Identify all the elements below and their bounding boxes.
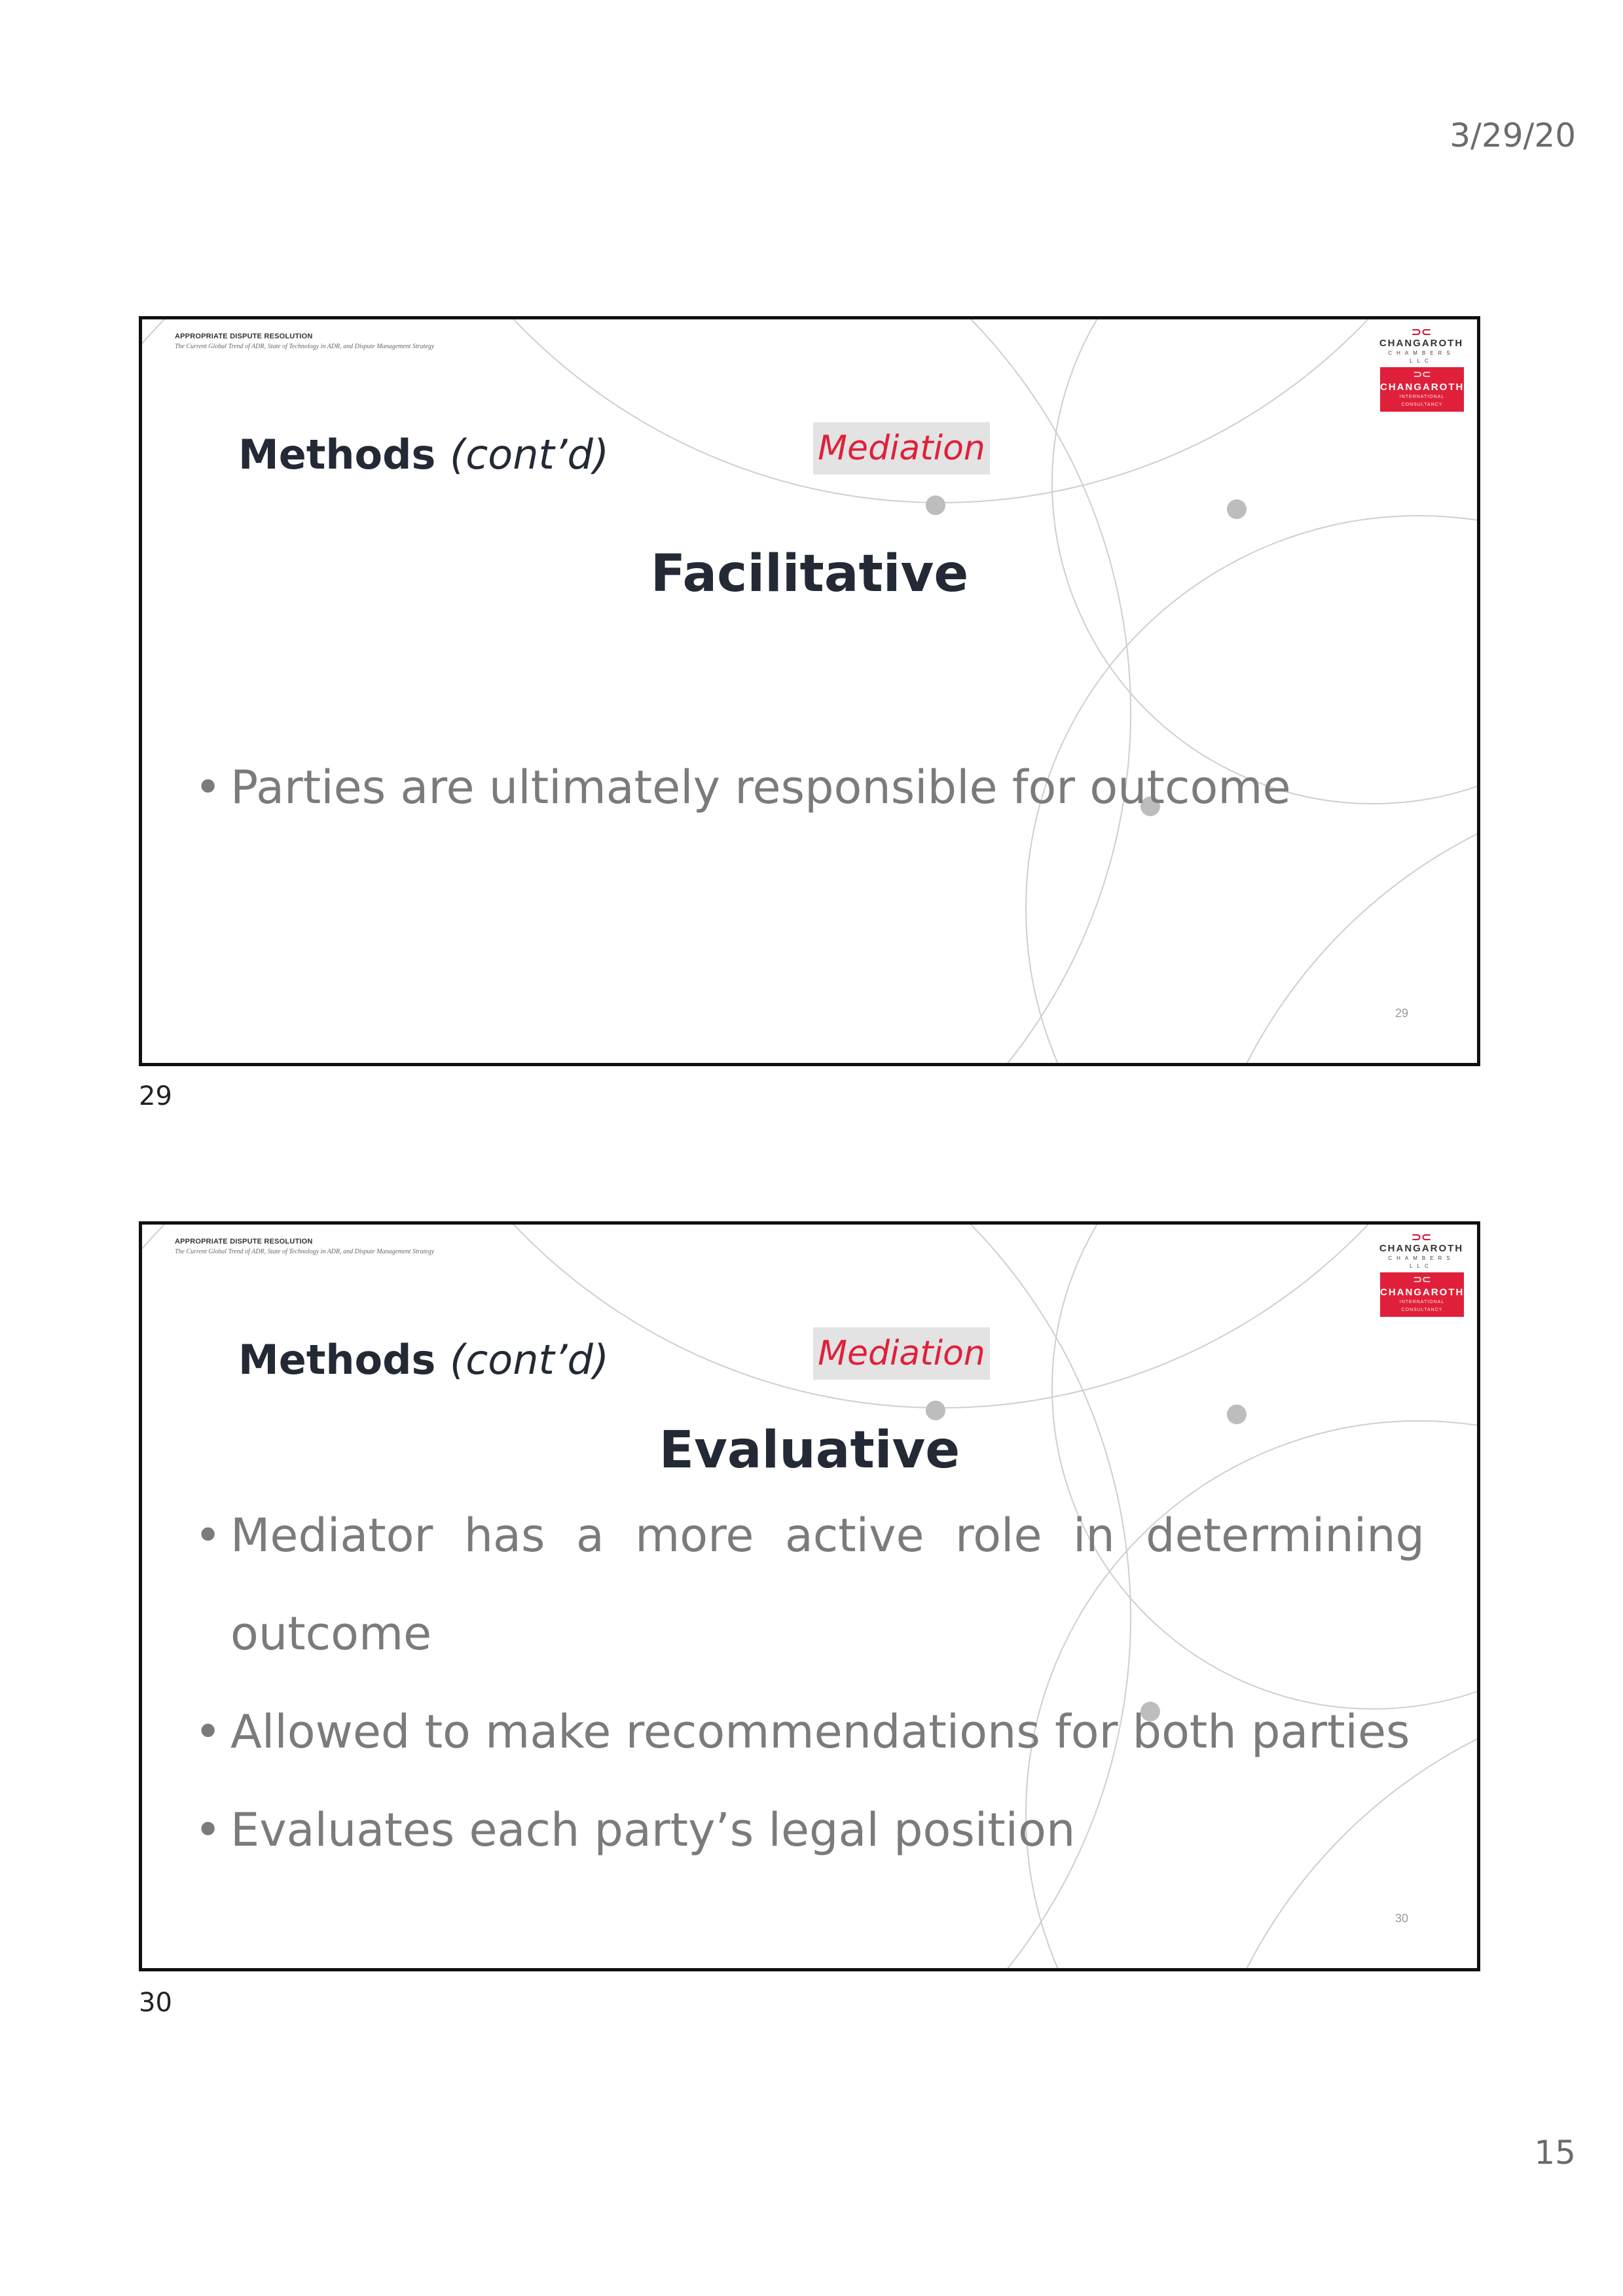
methods-italic: (cont’d) bbox=[450, 431, 610, 478]
logo-mark-icon: ⊃⊂ bbox=[1411, 1230, 1432, 1244]
bullet-list bbox=[194, 1486, 1425, 1879]
logo-red-name: CHANGAROTH bbox=[1380, 1287, 1465, 1298]
logo-name: CHANGAROTH bbox=[1379, 338, 1464, 349]
slide-title: Evaluative bbox=[659, 1421, 960, 1480]
slide-caption: 30 bbox=[139, 1988, 172, 2018]
deco-dot bbox=[926, 495, 945, 515]
slide-title: Facilitative bbox=[650, 545, 969, 603]
methods-heading bbox=[238, 1336, 609, 1384]
changaroth-consultancy-logo bbox=[1380, 1272, 1464, 1317]
mediation-tag: Mediation bbox=[813, 422, 990, 475]
header-subtitle: The Current Global Trend of ADR, State of Technology in ADR, and Dispute Management Strategy bbox=[175, 343, 435, 350]
logo-mark-icon: ⊃⊂ bbox=[1411, 325, 1432, 338]
methods-bold: Methods bbox=[238, 431, 436, 478]
slide-caption: 29 bbox=[139, 1081, 172, 1111]
changaroth-consultancy-logo bbox=[1380, 367, 1464, 412]
bullet-item: • Mediator has a more active role in determining outcome bbox=[194, 1486, 1425, 1683]
logo-red-name: CHANGAROTH bbox=[1380, 382, 1465, 393]
header-title: APPROPRIATE DISPUTE RESOLUTION bbox=[175, 1238, 313, 1246]
header-title: APPROPRIATE DISPUTE RESOLUTION bbox=[175, 332, 313, 340]
logo-sub: CHAMBERS LLC bbox=[1388, 1255, 1455, 1269]
logo-mark-icon: ⊃⊂ bbox=[1413, 1274, 1431, 1285]
logo-sub: CHAMBERS LLC bbox=[1388, 350, 1455, 364]
methods-italic: (cont’d) bbox=[450, 1336, 610, 1384]
logo-mark-icon: ⊃⊂ bbox=[1413, 369, 1431, 380]
slide-number: 30 bbox=[1395, 1912, 1408, 1925]
deco-dot bbox=[926, 1401, 945, 1420]
mediation-tag: Mediation bbox=[813, 1327, 990, 1380]
slide-30 bbox=[139, 1221, 1480, 1971]
bullet-item: • Allowed to make recommendations for both parties bbox=[194, 1683, 1425, 1781]
header-subtitle: The Current Global Trend of ADR, State of Technology in ADR, and Dispute Management Strategy bbox=[175, 1248, 435, 1255]
changaroth-chambers-logo bbox=[1379, 1231, 1464, 1270]
bullet-list bbox=[194, 738, 1425, 836]
bullet-item: • Evaluates each party’s legal position bbox=[194, 1781, 1425, 1879]
logo-name: CHANGAROTH bbox=[1379, 1243, 1464, 1254]
page-date: 3/29/20 bbox=[1450, 117, 1576, 154]
slide-number: 29 bbox=[1395, 1007, 1408, 1020]
page-number: 15 bbox=[1534, 2134, 1576, 2172]
changaroth-chambers-logo bbox=[1379, 326, 1464, 365]
slide-29 bbox=[139, 316, 1480, 1066]
bullet-item: • Parties are ultimately responsible for outcome bbox=[194, 738, 1425, 836]
methods-heading bbox=[238, 431, 609, 478]
methods-bold: Methods bbox=[238, 1336, 436, 1384]
logo-red-sub: INTERNATIONAL CONSULTANCY bbox=[1399, 1300, 1445, 1312]
logo-red-sub: INTERNATIONAL CONSULTANCY bbox=[1399, 395, 1445, 407]
deco-dot bbox=[1227, 499, 1247, 519]
